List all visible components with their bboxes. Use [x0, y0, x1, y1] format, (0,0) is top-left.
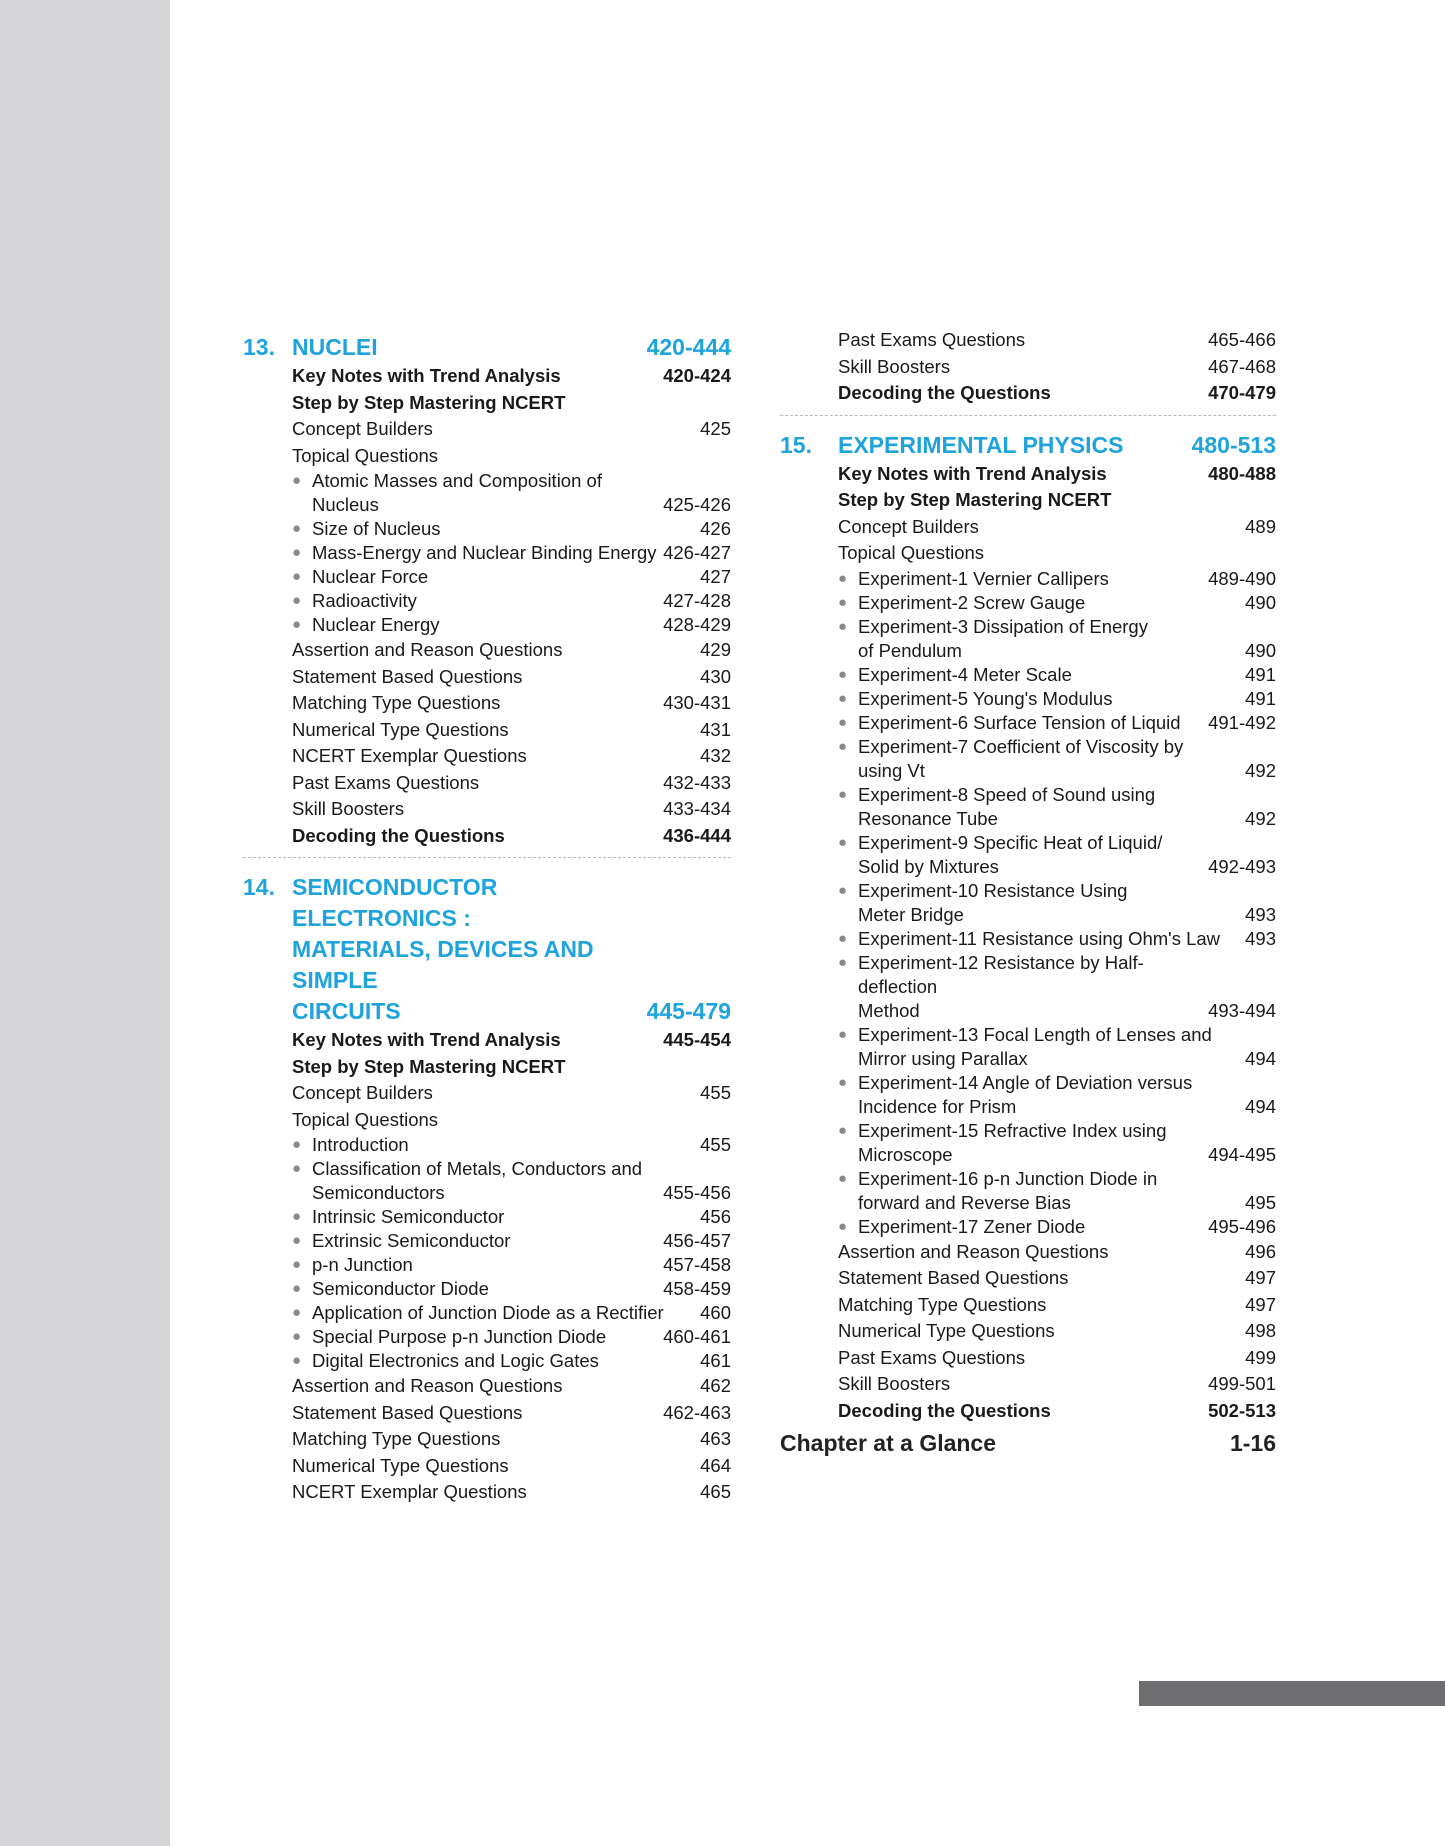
toc-entry-page: 498: [1245, 1320, 1276, 1341]
toc-subtopic-label: Experiment-8 Speed of Sound using Resonance Tube: [858, 783, 1156, 829]
toc-subtopic-label: Special Purpose p-n Junction Diode: [312, 1326, 607, 1347]
chapter-number: 15.: [780, 431, 812, 458]
chapter-14-entries: [292, 1027, 731, 1506]
toc-entry[interactable]: [838, 1239, 1276, 1266]
chapter-14-continued-entries: [838, 327, 1276, 407]
toc-subtopic-page: 495: [1245, 1191, 1276, 1213]
toc-subtopic-page: 455: [700, 1134, 731, 1155]
toc-entry[interactable]: [292, 1107, 731, 1134]
toc-subtopic[interactable]: [838, 735, 1276, 783]
chapter-pages: 445-479: [646, 998, 731, 1024]
toc-subtopic[interactable]: [838, 831, 1276, 879]
glance-label: Chapter at a Glance: [780, 1430, 997, 1456]
chapter-title: NUCLEI: [292, 334, 378, 360]
toc-subtopic[interactable]: [292, 1229, 731, 1253]
toc-subtopic-page: 460-461: [663, 1326, 731, 1347]
toc-right-column: [780, 330, 1276, 1457]
toc-entry-label: Numerical Type Questions: [292, 1454, 509, 1476]
toc-subtopic[interactable]: [292, 613, 731, 637]
toc-subtopic-page: 460: [700, 1302, 731, 1323]
toc-entry-page: 436-444: [663, 824, 731, 846]
toc-subtopic-label: Experiment-5 Young's Modulus: [858, 687, 1113, 709]
toc-entry-page: 430-431: [663, 692, 731, 713]
toc-entry-page: 462-463: [663, 1401, 731, 1423]
toc-entry-page: 497: [1245, 1267, 1276, 1288]
bullet-icon: ●: [838, 1217, 848, 1235]
toc-subtopic-page: 492: [1245, 759, 1276, 781]
bullet-icon: ●: [292, 1280, 302, 1297]
toc-subtopic[interactable]: [838, 783, 1276, 831]
bullet-icon: ●: [838, 953, 848, 971]
toc-subtopic[interactable]: [838, 1167, 1276, 1215]
bullet-icon: ●: [292, 592, 302, 609]
toc-entry-label: NCERT Exemplar Questions: [292, 745, 527, 766]
toc-entry[interactable]: [292, 1400, 731, 1427]
toc-subtopic[interactable]: [838, 1119, 1276, 1167]
toc-subtopic-page: 428-429: [663, 614, 731, 635]
toc-subtopic-label: Nuclear Force: [312, 566, 429, 587]
toc-subtopic-page: 456: [700, 1206, 731, 1227]
toc-entry-label: Skill Boosters: [838, 1373, 951, 1394]
toc-subtopic-label: Experiment-14 Angle of Deviation versus Incidence for Prism: [858, 1071, 1193, 1117]
toc-subtopic-label: Application of Junction Diode as a Rectifier: [312, 1302, 664, 1323]
toc-entry-page: 499: [1245, 1346, 1276, 1368]
toc-subtopic[interactable]: [838, 615, 1276, 663]
toc-subtopic[interactable]: [838, 1023, 1276, 1071]
toc-entry[interactable]: [292, 1373, 731, 1400]
toc-subtopic-label: Experiment-17 Zener Diode: [858, 1215, 1086, 1237]
toc-entry-label: Matching Type Questions: [292, 1428, 501, 1449]
bullet-icon: ●: [838, 1169, 848, 1187]
toc-subtopic-page: 493: [1245, 927, 1276, 949]
toc-entry-page: 496: [1245, 1240, 1276, 1262]
bullet-icon: ●: [838, 593, 848, 611]
toc-subtopic[interactable]: [292, 1253, 731, 1277]
chapter-title: EXPERIMENTAL PHYSICS: [838, 431, 1124, 458]
bullet-icon: ●: [838, 617, 848, 635]
toc-subtopic-page: 491-492: [1208, 711, 1276, 733]
toc-subtopic-label: Mass-Energy and Nuclear Binding Energy: [312, 542, 657, 563]
toc-entry-page: 499-501: [1208, 1373, 1276, 1394]
chapter-14-heading[interactable]: [243, 872, 731, 1027]
toc-entry-label: Topical Questions: [838, 542, 985, 563]
toc-subtopic[interactable]: [292, 517, 731, 541]
toc-entry[interactable]: [292, 823, 731, 850]
toc-subtopic-page: 493: [1245, 903, 1276, 925]
toc-subtopic-page: 426: [700, 518, 731, 539]
toc-entry[interactable]: [838, 354, 1276, 381]
toc-subtopic[interactable]: [838, 711, 1276, 735]
toc-entry-label: Past Exams Questions: [292, 771, 480, 793]
toc-subtopic-label: Experiment-15 Refractive Index using Microscope: [858, 1119, 1167, 1165]
page-footer-bar: [1139, 1681, 1445, 1706]
toc-subtopic-label: Experiment-3 Dissipation of Energy of Pendulum: [858, 615, 1148, 661]
toc-subtopic-label: Experiment-12 Resistance by Half-deflection Method: [858, 951, 1144, 1021]
toc-entry-label: Numerical Type Questions: [838, 1320, 1055, 1341]
bullet-icon: ●: [838, 881, 848, 899]
toc-subtopic-label: Extrinsic Semiconductor: [312, 1230, 511, 1251]
toc-entry-label: Past Exams Questions: [838, 329, 1026, 350]
toc-subtopic-label: Introduction: [312, 1134, 409, 1155]
toc-subtopic-label: Experiment-10 Resistance Using Meter Bridge: [858, 879, 1128, 925]
toc-entry-page: 445-454: [663, 1029, 731, 1050]
toc-subtopic-page: 427-428: [663, 590, 731, 611]
toc-subtopic-label: Experiment-16 p-n Junction Diode in forward and Reverse Bias: [858, 1167, 1158, 1213]
toc-entry[interactable]: [838, 1265, 1276, 1292]
toc-entry-label: NCERT Exemplar Questions: [292, 1481, 527, 1502]
toc-entry-label: Key Notes with Trend Analysis: [292, 1029, 561, 1050]
toc-entry-page: 465: [700, 1481, 731, 1502]
toc-entry-page: 455: [700, 1082, 731, 1103]
toc-subtopic-page: 426-427: [663, 542, 731, 563]
toc-entry-page: 470-479: [1208, 382, 1276, 403]
toc-subtopic-label: Semiconductor Diode: [312, 1278, 489, 1299]
toc-subtopic-page: 490: [1245, 591, 1276, 613]
toc-entry[interactable]: [292, 717, 731, 744]
toc-entry[interactable]: [292, 1027, 731, 1054]
toc-subtopic[interactable]: [838, 927, 1276, 951]
section-divider: [243, 857, 731, 858]
toc-entry[interactable]: [292, 390, 731, 417]
bullet-icon: ●: [292, 1256, 302, 1273]
toc-subtopic-page: 493-494: [1208, 999, 1276, 1021]
toc-subtopic[interactable]: [838, 1071, 1276, 1119]
toc-subtopic-page: 494: [1245, 1047, 1276, 1069]
toc-entry[interactable]: [838, 1398, 1276, 1425]
toc-entry-page: 433-434: [663, 798, 731, 819]
toc-subtopic-page: 425-426: [663, 494, 731, 515]
toc-entry-page: 465-466: [1208, 329, 1276, 350]
toc-subtopic[interactable]: [292, 469, 731, 517]
bullet-icon: ●: [838, 833, 848, 851]
toc-entry-label: Statement Based Questions: [838, 1267, 1069, 1288]
bullet-icon: ●: [838, 569, 848, 587]
toc-subtopic-label: p-n Junction: [312, 1254, 413, 1275]
toc-entry-page: 430: [700, 665, 731, 687]
toc-entry-label: Skill Boosters: [292, 798, 405, 819]
bullet-icon: ●: [838, 665, 848, 683]
toc-entry-page: 432-433: [663, 771, 731, 793]
bullet-icon: ●: [838, 1073, 848, 1091]
bullet-icon: ●: [292, 568, 302, 585]
toc-subtopic-label: Digital Electronics and Logic Gates: [312, 1350, 599, 1371]
bullet-icon: ●: [292, 1328, 302, 1345]
toc-subtopic[interactable]: [838, 567, 1276, 591]
bullet-icon: ●: [838, 929, 848, 947]
toc-entry-page: 467-468: [1208, 355, 1276, 377]
toc-entry-page: 462: [700, 1375, 731, 1396]
chapter-pages: 420-444: [646, 334, 731, 360]
toc-entry-label: Concept Builders: [292, 418, 433, 439]
toc-entry-page: 463: [700, 1428, 731, 1449]
toc-subtopic-label: Experiment-2 Screw Gauge: [858, 591, 1086, 613]
toc-entry[interactable]: [838, 1292, 1276, 1319]
bullet-icon: ●: [838, 689, 848, 707]
toc-subtopic-label: Nuclear Energy: [312, 614, 440, 635]
toc-entry-label: Matching Type Questions: [838, 1293, 1047, 1315]
bullet-icon: ●: [292, 1136, 302, 1153]
toc-entry-label: Numerical Type Questions: [292, 718, 509, 740]
toc-subtopic-label: Experiment-7 Coefficient of Viscosity by using Vt: [858, 735, 1184, 781]
toc-entry-label: Topical Questions: [292, 1108, 439, 1130]
toc-subtopic-label: Experiment-11 Resistance using Ohm's Law: [858, 927, 1221, 949]
chapter-title: SEMICONDUCTOR ELECTRONICS : MATERIALS, DEVICES AND SIMPLE CIRCUITS: [292, 874, 594, 1024]
toc-entry[interactable]: [292, 1080, 731, 1107]
chapter-number: 14.: [243, 874, 275, 900]
toc-subtopic[interactable]: [292, 1205, 731, 1229]
toc-subtopic-page: 455-456: [663, 1182, 731, 1203]
toc-entry-label: Skill Boosters: [838, 355, 951, 377]
toc-entry[interactable]: [292, 743, 731, 770]
toc-entry[interactable]: [838, 1345, 1276, 1372]
chapter-13-heading[interactable]: [243, 332, 731, 363]
toc-entry-label: Past Exams Questions: [838, 1346, 1026, 1368]
bullet-icon: ●: [292, 616, 302, 633]
toc-subtopic-label: Classification of Metals, Conductors and Semiconductors: [312, 1158, 643, 1203]
toc-entry[interactable]: [292, 416, 731, 443]
toc-entry-page: 432: [700, 745, 731, 766]
toc-subtopic-label: Experiment-9 Specific Heat of Liquid/ Solid by Mixtures: [858, 831, 1163, 877]
toc-entry[interactable]: [838, 1371, 1276, 1398]
toc-subtopic[interactable]: [292, 565, 731, 589]
toc-entry-label: Statement Based Questions: [292, 665, 523, 687]
toc-entry[interactable]: [292, 1479, 731, 1506]
toc-entry-label: Decoding the Questions: [292, 824, 505, 846]
toc-entry[interactable]: [292, 443, 731, 470]
toc-subtopic[interactable]: [292, 1277, 731, 1301]
chapter-13-entries: [292, 363, 731, 849]
toc-entry-page: 480-488: [1208, 462, 1276, 484]
toc-entry-label: Statement Based Questions: [292, 1401, 523, 1423]
toc-entry-label: Step by Step Mastering NCERT: [292, 1055, 566, 1077]
toc-entry[interactable]: [292, 664, 731, 691]
toc-subtopic[interactable]: [292, 1325, 731, 1349]
bullet-icon: ●: [292, 544, 302, 561]
toc-entry[interactable]: [292, 690, 731, 717]
chapter-15-heading[interactable]: [780, 430, 1276, 461]
toc-subtopic[interactable]: [838, 879, 1276, 927]
toc-entry-page: 489: [1245, 515, 1276, 537]
chapter-number: 13.: [243, 334, 275, 360]
toc-entry[interactable]: [292, 363, 731, 390]
toc-entry[interactable]: [292, 1426, 731, 1453]
toc-entry[interactable]: [292, 1054, 731, 1081]
toc-subtopic[interactable]: [292, 1301, 731, 1325]
toc-subtopic[interactable]: [292, 1349, 731, 1373]
toc-subtopic[interactable]: [292, 541, 731, 565]
toc-subtopic-label: Atomic Masses and Composition of Nucleus: [312, 470, 602, 515]
toc-subtopic[interactable]: [838, 663, 1276, 687]
toc-subtopic-page: 491: [1245, 687, 1276, 709]
bullet-icon: ●: [838, 1121, 848, 1139]
toc-subtopic-page: 495-496: [1208, 1215, 1276, 1237]
toc-entry-label: Assertion and Reason Questions: [292, 639, 563, 660]
toc-entry-label: Step by Step Mastering NCERT: [838, 489, 1112, 510]
bullet-icon: ●: [838, 1025, 848, 1043]
toc-entry[interactable]: [838, 380, 1276, 407]
bullet-icon: ●: [292, 1160, 302, 1177]
toc-entry-label: Key Notes with Trend Analysis: [838, 462, 1107, 484]
toc-subtopic-label: Experiment-4 Meter Scale: [858, 663, 1072, 685]
toc-subtopic-page: 492-493: [1208, 855, 1276, 877]
toc-subtopic-page: 458-459: [663, 1278, 731, 1299]
toc-subtopic-page: 494: [1245, 1095, 1276, 1117]
toc-subtopic[interactable]: [838, 591, 1276, 615]
toc-subtopic-page: 492: [1245, 807, 1276, 829]
bullet-icon: ●: [292, 1232, 302, 1249]
toc-entry[interactable]: [838, 540, 1276, 567]
chapter-pages: 480-513: [1191, 431, 1276, 458]
toc-entry-label: Decoding the Questions: [838, 1399, 1051, 1421]
toc-subtopic[interactable]: [838, 951, 1276, 1023]
toc-subtopic-page: 494-495: [1208, 1143, 1276, 1165]
bullet-icon: ●: [292, 520, 302, 537]
toc-entry-label: Decoding the Questions: [838, 382, 1051, 403]
toc-subtopic-label: Experiment-13 Focal Length of Lenses and Mirror using Parallax: [858, 1023, 1212, 1069]
toc-entry-page: 464: [700, 1454, 731, 1476]
toc-entry-label: Topical Questions: [292, 444, 439, 466]
bullet-icon: ●: [838, 785, 848, 803]
toc-entry-page: 425: [700, 418, 731, 439]
toc-subtopic[interactable]: [838, 687, 1276, 711]
toc-entry-label: Concept Builders: [292, 1082, 433, 1103]
toc-entry-page: 420-424: [663, 365, 731, 386]
toc-subtopic-page: 461: [700, 1350, 731, 1371]
toc-subtopic-page: 489-490: [1208, 567, 1276, 589]
toc-entry[interactable]: [838, 327, 1276, 354]
toc-subtopic[interactable]: [292, 1133, 731, 1157]
toc-subtopic[interactable]: [838, 1215, 1276, 1239]
section-divider: [780, 415, 1276, 416]
toc-entry-page: 431: [700, 718, 731, 740]
toc-entry-label: Concept Builders: [838, 515, 979, 537]
page-margin-band: [0, 0, 170, 1846]
toc-subtopic-page: 490: [1245, 639, 1276, 661]
toc-subtopic-label: Experiment-1 Vernier Callipers: [858, 567, 1109, 589]
toc-entry[interactable]: [292, 1453, 731, 1480]
toc-subtopic[interactable]: [292, 589, 731, 613]
toc-subtopic[interactable]: [292, 1157, 731, 1205]
toc-entry-label: Matching Type Questions: [292, 692, 501, 713]
bullet-icon: ●: [292, 1208, 302, 1225]
toc-entry-label: Key Notes with Trend Analysis: [292, 365, 561, 386]
toc-subtopic-page: 427: [700, 566, 731, 587]
toc-subtopic-page: 456-457: [663, 1230, 731, 1251]
toc-subtopic-page: 491: [1245, 663, 1276, 685]
toc-subtopic-label: Experiment-6 Surface Tension of Liquid: [858, 711, 1181, 733]
toc-left-column: [243, 330, 731, 1506]
toc-entry-label: Assertion and Reason Questions: [292, 1375, 563, 1396]
chapter-15-entries: [838, 461, 1276, 1425]
toc-entry[interactable]: [292, 770, 731, 797]
toc-entry[interactable]: [292, 637, 731, 664]
toc-subtopic-label: Radioactivity: [312, 590, 417, 611]
glance-pages: 1-16: [1229, 1430, 1276, 1456]
bullet-icon: ●: [838, 737, 848, 755]
toc-entry[interactable]: [838, 514, 1276, 541]
chapter-at-a-glance[interactable]: [780, 1430, 1276, 1457]
toc-entry-page: 429: [700, 639, 731, 660]
bullet-icon: ●: [838, 713, 848, 731]
toc-entry-page: 497: [1245, 1293, 1276, 1315]
toc-entry-label: Assertion and Reason Questions: [838, 1240, 1109, 1262]
toc-entry[interactable]: [838, 1318, 1276, 1345]
toc-entry[interactable]: [292, 796, 731, 823]
toc-subtopic-label: Intrinsic Semiconductor: [312, 1206, 505, 1227]
toc-entry[interactable]: [838, 461, 1276, 488]
toc-entry-label: Step by Step Mastering NCERT: [292, 391, 566, 413]
bullet-icon: ●: [292, 1304, 302, 1321]
bullet-icon: ●: [292, 1352, 302, 1369]
toc-subtopic-label: Size of Nucleus: [312, 518, 441, 539]
bullet-icon: ●: [292, 472, 302, 489]
toc-entry-page: 502-513: [1208, 1399, 1276, 1421]
toc-subtopic-page: 457-458: [663, 1254, 731, 1275]
toc-entry[interactable]: [838, 487, 1276, 514]
